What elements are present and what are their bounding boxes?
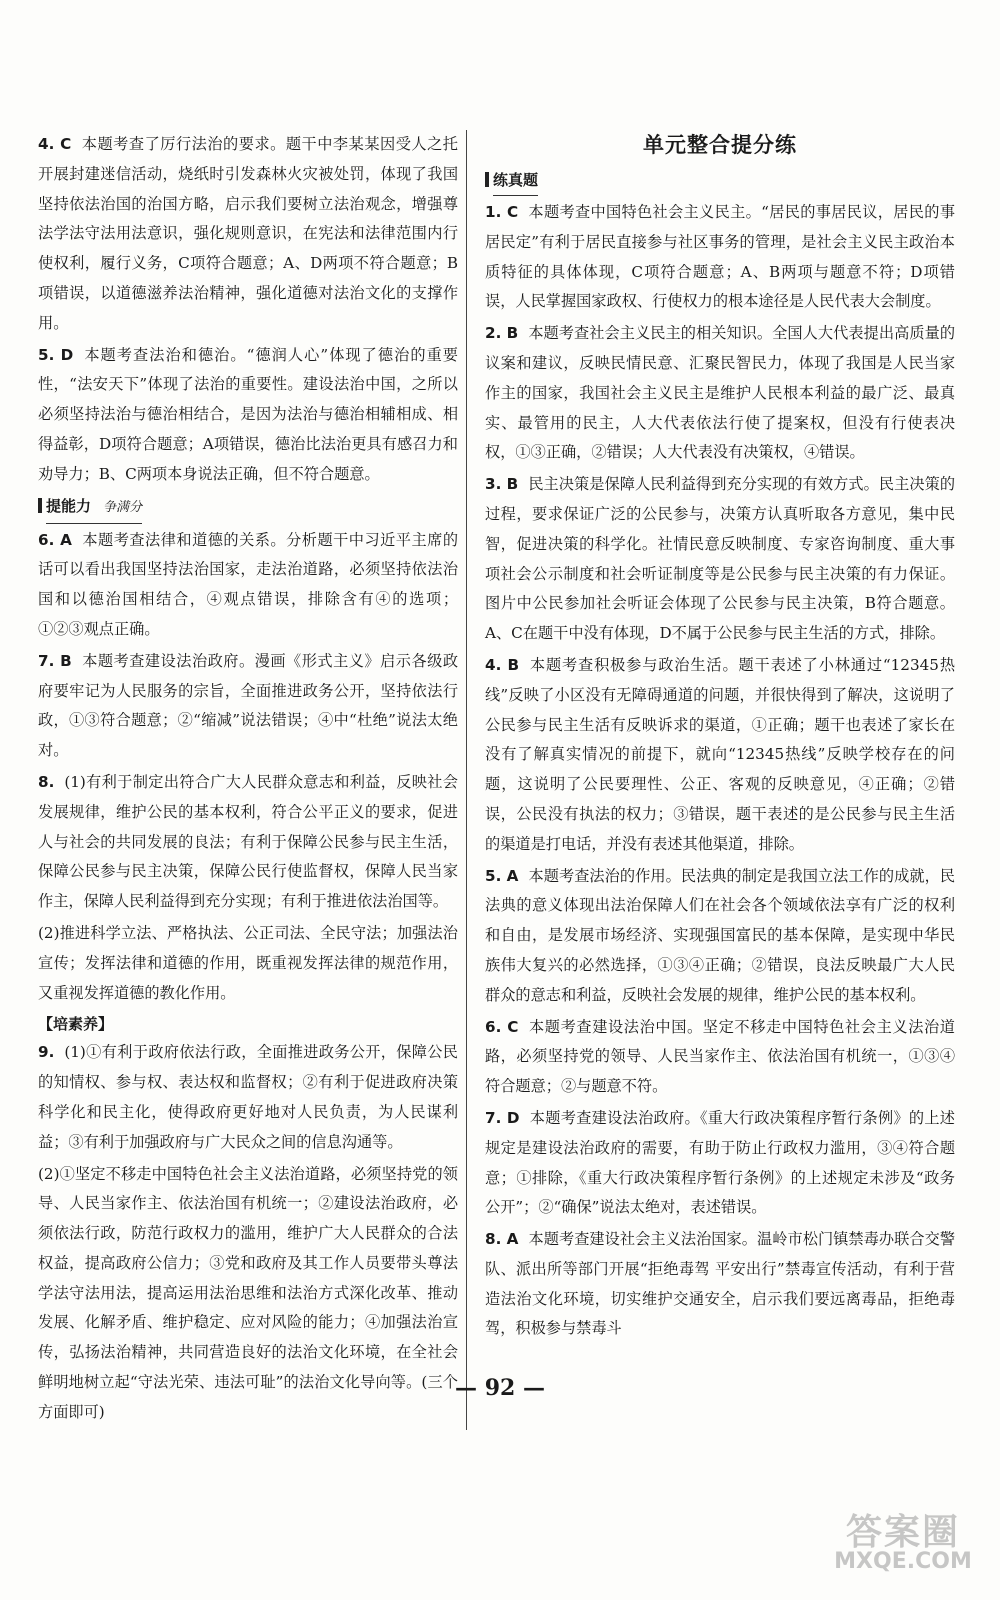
answer-item-4 [38, 130, 458, 339]
answer-item-8-part-2: (2)推进科学立法、严格执法、公正司法、全民守法；加强法治宣传；发挥法律和道德的作用，既重视发挥法律的规范作用，又重视发挥道德的教化作用。 [38, 923, 458, 1002]
answer-item-9-part-2: (2)①坚定不移走中国特色社会主义法治道路，必须坚持党的领导、人民当家作主、依法治国有机统一；②建设法治政府，必须依法行政，防范行政权力的滥用，维护广大人民群众的合法权益，提高政府公信力；③党和政府及其工作人员要带头尊法学法守法用法，提高运用法治思维和法治方式深化改革、推动发展、化解矛盾、维护稳定、应对风险的能力；④加强法治宣传，弘扬法治精神，共同营造良好的法治文化环境，在全社会鲜明地树立起“守法光荣、违法可耻”的法治文化导向等。(三个方面即可) [38, 1164, 458, 1421]
watermark-logo-text: 答案圈 [845, 1512, 960, 1553]
answer-item-r7 [485, 1104, 955, 1223]
section-heading-tinengli [38, 492, 458, 524]
answer-number: 8. A [485, 1230, 519, 1249]
answer-item-r3 [485, 470, 955, 649]
column-divider [466, 130, 467, 1430]
section-heading-peisuyang: 【培素养】 [38, 1015, 114, 1034]
answer-number: 9. [38, 1043, 55, 1062]
answer-text: 本题考查积极参与政治生活。题干表述了小林通过“12345热线”反映了小区没有无障碍通道的问题，并很快得到了解决，这说明了公民参与民主生活有反映诉求的渠道，①正确；题干也表述了家长在没有了解真实情况的前提下，就向“12345热线”反映学校存在的问题，这说明了公民要理性、公正、客观的反映意见，④正确；②错误，公民没有执法的权力；③错误，题干表述的是公民参与民主生活的渠道是打电话，并没有表述其他渠道，排除。 [485, 655, 956, 853]
left-column [38, 130, 458, 1430]
answer-number: 5. D [38, 345, 74, 364]
answer-item-r8 [485, 1225, 955, 1344]
answer-number: 6. A [38, 530, 72, 549]
answer-item-6 [38, 526, 458, 645]
answer-item-r4 [485, 651, 955, 860]
answer-text: 本题考查建设法治政府。《重大行政决策程序暂行条例》的上述规定是建设法治政府的需要，有助于防止行政权力滥用，③④符合题意；①排除，《重大行政决策程序暂行条例》的上述规定未涉及“政务公开”；②“确保”说法太绝对，表述错误。 [485, 1108, 955, 1217]
answer-text: 本题考查建设社会主义法治国家。温岭市松门镇禁毒办联合交警队、派出所等部门开展“拒绝毒驾 平安出行”禁毒宣传活动，有利于营造法治文化环境，切实维护交通安全，启示我们要远离毒品，拒绝毒驾，积极参与禁毒斗 [485, 1230, 955, 1338]
answer-text: 民主决策是保障人民利益得到充分实现的有效方式。民主决策的过程，要求保证广泛的公民参与，决策方认真听取各方意见，集中民智，促进决策的科学化。社情民意反映制度、专家咨询制度、重大事项社会公示制度和社会听证制度等是公民参与民主决策的有力保证。图片中公民参加社会听证会体现了公民参与民主决策，B符合题意。A、C在题干中没有体现，D不属于公民参与民主生活的方式，排除。 [485, 475, 956, 643]
answer-item-5 [38, 341, 458, 490]
section-title [46, 492, 142, 524]
answer-number: 2. B [485, 324, 519, 343]
answer-number: 4. B [485, 655, 520, 674]
answer-item-r6 [485, 1013, 955, 1102]
answer-text: 本题考查建设法治政府。漫画《形式主义》启示各级政府要牢记为人民服务的宗旨，全面推进政务公开，坚持依法行政，①③符合题意；②“缩减”说法错误；④中“杜绝”说法太绝对。 [38, 651, 459, 760]
answer-number: 6. C [485, 1017, 519, 1036]
answer-text: (1)有利于制定出符合广大人民群众意志和利益，反映社会发展规律，维护公民的基本权利，符合公平正义的要求，促进人与社会的共同发展的良法；有利于保障公民参与民主生活，保障公民参与民主决策，保障公民行使监督权，保障人民当家作主，保障人民利益得到充分实现；有利于推进依法治国等。 [38, 772, 458, 911]
answer-item-r2 [485, 319, 955, 468]
unit-title: 单元整合提分练 [643, 133, 797, 157]
answer-text: (1)①有利于政府依法行政，全面推进政务公开，保障公民的知情权、参与权、表达权和监督权；②有利于促进政府决策科学化和民主化，使得政府更好地对人民负责，为人民谋利益；③有利于加强政府与广大民众之间的信息沟通等。 [38, 1043, 458, 1151]
answer-text: 本题考查法治和德治。“德润人心”体现了德治的重要性，“法安天下”体现了法治的重要性。建设法治中国，之所以必须坚持法治与德治相结合，是因为法治与德治相辅相成、相得益彰，D项符合题意；A项错误，德治比法治更具有感召力和劝导力；B、C两项本身说法正确，但不符合题意。 [38, 345, 458, 483]
answer-item-9 [38, 1038, 458, 1157]
answer-number: 8. [38, 772, 55, 791]
answer-number: 7. B [38, 651, 72, 670]
answer-item-r5 [485, 862, 955, 1011]
answer-text: 本题考查中国特色社会主义民主。“居民的事居民议，居民的事居民定”有利于居民直接参与社区事务的管理，是社会主义民主政治本质特征的具体体现，C项符合题意；A、B两项与题意不符；D项错误，人民掌握国家政权、行使权力的根本途径是人民代表大会制度。 [485, 203, 956, 311]
watermark-logo [828, 1504, 978, 1582]
answer-number: 7. D [485, 1108, 520, 1127]
answer-item-8 [38, 768, 458, 917]
page-number: — 92 — [455, 1375, 545, 1401]
section-title-text: 提能力 [46, 496, 92, 515]
section-bar-icon [38, 498, 42, 513]
answer-item-7 [38, 647, 458, 766]
answer-text: 本题考查法律和道德的关系。分析题干中习近平主席的话可以看出我国坚持法治国家，走法治道路，必须坚持依法治国和以德治国相结合，④观点错误，排除含有④的选项；①②③观点正确。 [38, 530, 458, 638]
watermark-url: MXQE.COM [834, 1549, 972, 1574]
section-bar-icon [485, 172, 489, 187]
answer-text: 本题考查了厉行法治的要求。题干中李某某因受人之托开展封建迷信活动，烧纸时引发森林火灾被处罚，体现了我国坚持依法治国的治国方略，启示我们要树立法治观念，增强尊法学法守法用法意识，强化规则意识，在宪法和法律范围内行使权利，履行义务，C项符合题意；A、D两项不符合题意；B项错误，以道德滋养法治精神，强化道德对法治文化的支撑作用。 [38, 135, 458, 332]
answer-text: 本题考查社会主义民主的相关知识。全国人大代表提出高质量的议案和建议，反映民情民意、汇聚民智民力，体现了我国是人民当家作主的国家，我国社会主义民主是维护人民根本利益的最广泛、最真实、最管用的民主，人大代表依法行使了提案权，但没有行使表决权，①③正确，②错误；人大代表没有决策权，④错误。 [485, 324, 956, 462]
answer-number: 3. B [485, 475, 519, 494]
section-title: 练真题 [493, 166, 538, 196]
section-subtitle: 争满分 [103, 499, 143, 515]
answer-item-r1 [485, 198, 955, 317]
right-column [485, 130, 955, 1346]
answer-text: 本题考查建设法治中国。坚定不移走中国特色社会主义法治道路，必须坚持党的领导、人民当家作主、依法治国有机统一，①③④符合题意；②与题意不符。 [485, 1017, 955, 1096]
answer-number: 5. A [485, 866, 519, 885]
answer-text: 本题考查法治的作用。民法典的制定是我国立法工作的成就，民法典的意义体现出法治保障人们在社会各个领域依法享有广泛的权利和自由，是发展市场经济、实现强国富民的基本保障，是实现中华民族伟大复兴的必然选择，①③④正确；②错误，良法反映最广大人民群众的意志和利益，反映社会发展的规律，维护公民的基本权利。 [485, 866, 955, 1004]
answer-number: 4. C [38, 135, 72, 153]
section-heading-lianzhenti [485, 166, 955, 196]
answer-number: 1. C [485, 203, 519, 221]
